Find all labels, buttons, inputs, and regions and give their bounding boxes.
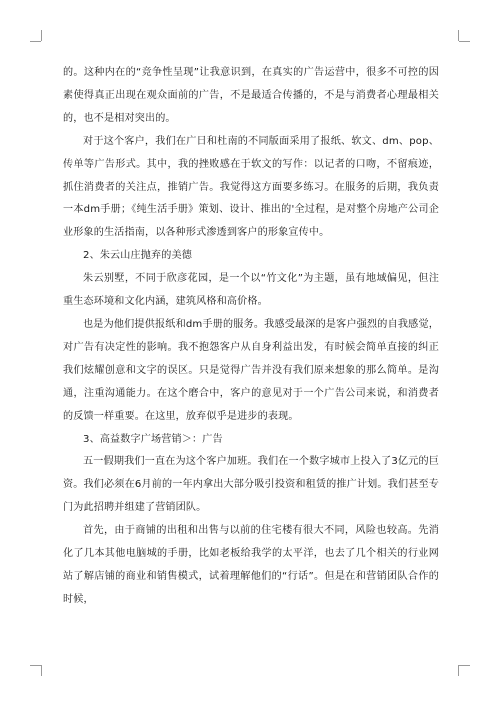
crop-mark-bottom-right-h xyxy=(459,665,470,666)
crop-mark-top-left-v xyxy=(41,30,42,41)
paragraph: 首先，由于商铺的出租和出售与以前的住宅楼有很大不同，风险也较高。先消化了几本其他电脑城的手册，比如老板给我学的太平洋，也去了几个相关的行业网站了解店铺的商业和销售模式，试着理解他们的“行话”。但是在和营销团队合作的时候， xyxy=(63,525,439,605)
paragraph: 也是为他们提供报纸和dm手册的服务。我感受最深的是客户强烈的自我感觉，对广告有决定性的影响。我不抱怨客户从自身利益出发，有时候会简单直接的纠正我们炫耀创意和文字的误区。只是觉得广告并没有我们原来想象的那么简单。是沟通，注重沟通能力。在这个磨合中，客户的意见对于一个广告公司来说，和消费者的反馈一样重要。在这里，放弃似乎是进步的表现。 xyxy=(63,318,439,422)
crop-mark-bottom-left-h xyxy=(30,665,41,666)
paragraph: 五一假期我们一直在为这个客户加班。我们在一个数字城市上投入了3亿元的巨资。我们必须在6月前的一年内拿出大部分吸引投资和租赁的推广计划。我们甚至专门为此招聘并组建了营销团队。 xyxy=(63,456,439,514)
crop-mark-top-right-h xyxy=(459,41,470,42)
section-heading: 2、朱云山庄抛弃的美德 xyxy=(83,250,193,262)
paragraph: 朱云别墅，不同于欣彦花园，是一个以“竹文化”为主题，虽有地域偏见，但注重生态环境和文化内涵，建筑风格和高价格。 xyxy=(63,273,439,308)
crop-mark-top-right-v xyxy=(458,30,459,41)
crop-mark-bottom-left-v xyxy=(41,665,42,676)
paragraph: 的。这种内在的“竞争性呈现”让我意识到，在真实的广告运营中，很多不可控的因素使得真正出现在观众面前的广告，不是最适合传播的，不是与消费者心理最相关的，也不是相对突出的。 xyxy=(63,67,439,124)
crop-mark-top-left-h xyxy=(30,41,41,42)
document-body xyxy=(63,62,439,612)
paragraph: 对于这个客户，我们在广日和杜南的不同版面采用了报纸、软文、dm、pop、传单等广告形式。其中，我的挫败感在于软文的写作：以记者的口吻，不留痕迹，抓住消费者的关注点，推销广告。我觉得这方面要多练习。在服务的后期，我负责一本dm手册；《纯生活手册》策划、设计、推出的'全过程，是对整个房地产公司企业形象的生活指南，以各种形式渗透到客户的形象宣传中。 xyxy=(63,135,439,239)
section-heading: 3、高益数字广场营销＞：广告 xyxy=(83,433,223,445)
crop-mark-bottom-right-v xyxy=(458,665,459,676)
